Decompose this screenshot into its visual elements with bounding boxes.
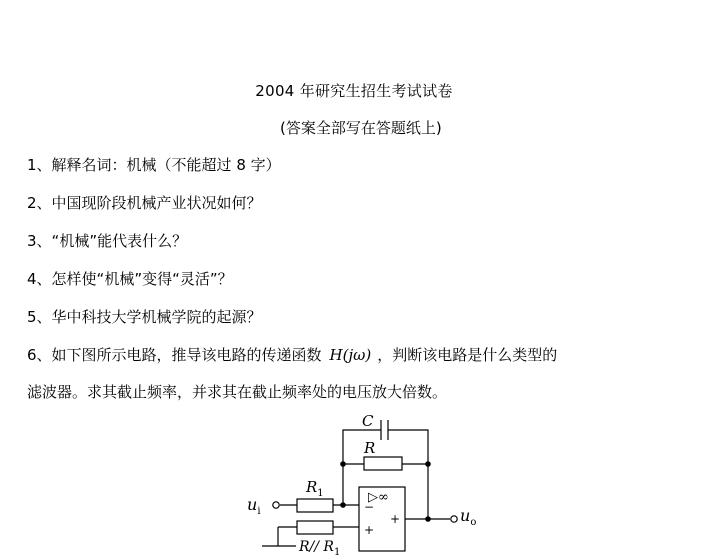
question-5: 5、华中科技大学机械学院的起源？ bbox=[27, 308, 262, 326]
output-terminal bbox=[451, 516, 457, 522]
opamp-symbol: ▷∞ bbox=[368, 490, 389, 505]
node-top-left bbox=[340, 461, 346, 467]
node-output bbox=[425, 516, 431, 522]
question-6-text-a: 6、如下图所示电路，推导该电路的传递函数 bbox=[27, 346, 322, 364]
label-resistor-r: R bbox=[364, 439, 376, 457]
question-4: 4、怎样使“机械”变得“灵活”？ bbox=[27, 270, 233, 288]
opamp-output-sign: + bbox=[390, 512, 401, 526]
node-top-right bbox=[425, 461, 431, 467]
wire-cap-right bbox=[388, 430, 428, 464]
exam-subtitle: (答案全部写在答题纸上) bbox=[280, 119, 442, 137]
resistor-rpar bbox=[297, 521, 333, 534]
question-3: 3、“机械”能代表什么？ bbox=[27, 232, 188, 250]
node-inverting bbox=[340, 502, 346, 508]
exam-title: 2004 年研究生招生考试试卷 bbox=[255, 82, 453, 100]
transfer-function-symbol: H(jω) bbox=[329, 346, 372, 364]
question-6-line-1 bbox=[27, 344, 557, 365]
input-terminal bbox=[273, 502, 279, 508]
resistor-r1 bbox=[297, 499, 333, 512]
filter-circuit-diagram bbox=[240, 408, 480, 560]
question-1: 1、解释名词：机械（不能超过 8 字） bbox=[27, 156, 281, 174]
wire-cap-left bbox=[343, 430, 381, 464]
label-resistor-r1: $R_1$ bbox=[306, 478, 324, 499]
label-output-voltage: $u_o$ bbox=[460, 506, 477, 528]
label-capacitor: C bbox=[362, 412, 374, 430]
label-resistor-parallel: R// $R_1$ bbox=[299, 539, 341, 558]
question-2: 2、中国现阶段机械产业状况如何？ bbox=[27, 194, 262, 212]
question-6-text-b: ，判断该电路是什么类型的 bbox=[377, 346, 558, 364]
label-input-voltage: $u_i$ bbox=[247, 495, 261, 517]
opamp-inverting-sign: − bbox=[364, 500, 375, 514]
opamp-noninverting-sign: + bbox=[364, 523, 375, 537]
question-6-line-2: 滤波器。求其截止频率，并求其在截止频率处的电压放大倍数。 bbox=[27, 383, 448, 401]
resistor-r bbox=[364, 457, 402, 470]
